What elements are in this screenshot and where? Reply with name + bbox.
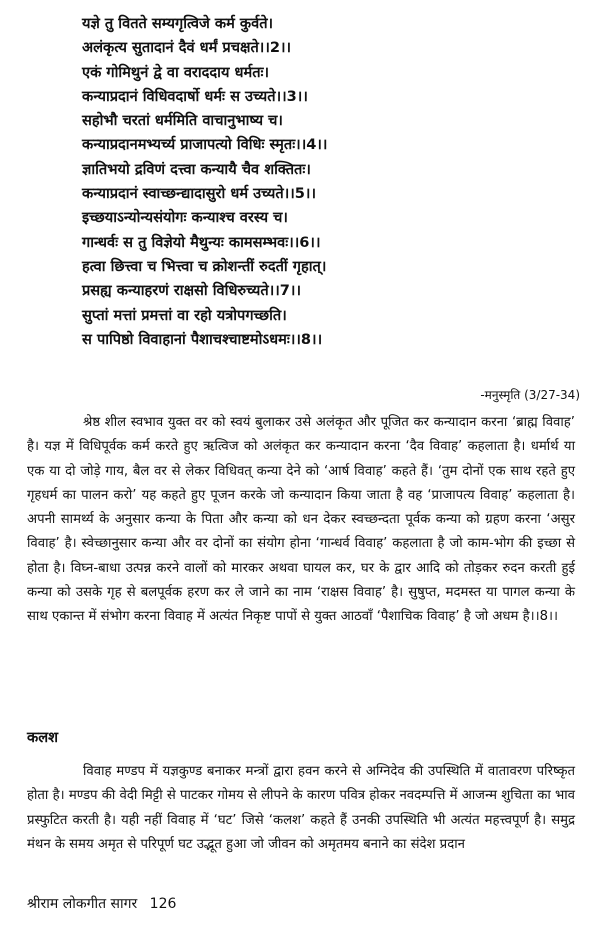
verse-line: प्रसह्य कन्याहरणं राक्षसो विधिरुच्यते।।7।। <box>82 282 301 300</box>
book-title: श्रीराम लोकगीत सागर <box>27 896 138 912</box>
verse-line: सहोभौ चरतां धर्ममिति वाचानुभाष्य च। <box>82 112 283 130</box>
verse-line: कन्याप्रदानमभ्यर्च्य प्राजापत्यो विधिः स्मृतः।।4।। <box>82 136 328 154</box>
verse-line: इच्छयाऽन्योन्यसंयोगः कन्याश्च वरस्य च। <box>82 209 288 227</box>
verse-line: कन्याप्रदानं विधिवदार्षो धर्मः स उच्यते।।3।। <box>82 87 308 105</box>
verse-line: सुप्तां मत्तां प्रमत्तां वा रहो यत्रोपगच्छति। <box>82 306 287 324</box>
verse-line: कन्याप्रदानं स्वाच्छन्द्यादासुरो धर्म उच्यते।।5।। <box>82 185 316 203</box>
verse-line: यज्ञे तु वितते सम्यगृत्विजे कर्म कुर्वते। <box>82 15 274 32</box>
verse-citation: -मनुस्मृति (3/27-34) <box>480 388 580 402</box>
verse-line: गान्धर्वः स तु विज्ञेयो मैथुन्यः कामसम्भवः।।6।। <box>82 233 321 251</box>
verse-line: एकं गोमिथुनं द्वे वा वराददाय धर्मतः। <box>82 63 270 81</box>
paragraph-kalash: विवाह मण्डप में यज्ञकुण्ड बनाकर मन्त्रों द्वारा हवन करने से अग्निदेव की उपस्थिति में वातावरण परिष्कृत होता है। मण्डप की वेदी मिट्टी से पाटकर गोमय से लीपने के कारण पवित्र होकर नवदम्पत्ति में आजन्म शुचिता का भाव प्रस्फुटित करती है। यही नहीं विवाह में ‘घट’ जिसे ‘कलश’ कहते हैं उनकी उपस्थिति भी अत्यंत महत्त्वपूर्ण है। समुद्र मंथन के समय अमृत से परिपूर्ण घट उद्भूत हुआ जो जीवन को अमृतमय बनाने का संदेश प्रदान <box>27 764 575 852</box>
body-text <box>27 411 575 630</box>
verse-block <box>82 12 592 352</box>
body-text-kalash <box>27 760 575 857</box>
verse-line: हत्वा छित्त्वा च भित्त्वा च क्रोशन्तीं रुदतीं गृहात्। <box>82 257 327 275</box>
page-footer <box>27 893 176 915</box>
verse-line: ज्ञातिभयो द्रविणं दत्त्वा कन्यायै चैव शक्तितः। <box>82 160 311 178</box>
verse-line: अलंकृत्य सुतादानं दैवं धर्मं प्रचक्षते।।2।। <box>82 39 292 57</box>
paragraph-marriage-types: श्रेष्ठ शील स्वभाव युक्त वर को स्वयं बुलाकर उसे अलंकृत और पूजित कर कन्यादान करना ‘ब्राह्म विवाह’ है। यज्ञ में विधिपूर्वक कर्म करते हुए ऋत्विज को अलंकृत कर कन्यादान करना ‘दैव विवाह’ कहलाता है। धर्मार्थ या एक या दो जोड़े गाय, बैल वर से लेकर विधिवत् कन्या देने को ‘आर्ष विवाह’ कहते हैं। ‘तुम दोनों एक साथ रहते हुए गृहधर्म का पालन करो’ यह कहते हुए पूजन करके जो कन्यादान किया जाता है वह ‘प्राजापत्य विवाह’ कहलाता है। अपनी सामर्थ्य के अनुसार कन्या के पिता और कन्या को धन देकर स्वच्छन्दता पूर्वक कन्या को ग्रहण करना ‘असुर विवाह’ है। स्वेच्छानुसार कन्या और वर दोनों का संयोग होना ‘गान्धर्व विवाह’ कहलाता है जो काम-भोग की इच्छा से होता है। विघ्न-बाधा उत्पन्न करने वालों को मारकर अथवा घायल कर, घर के द्वार आदि को तोड़कर रुदन करती हुई कन्या को उसके गृह से बलपूर्वक हरण कर ले जाने का नाम ‘राक्षस विवाह’ है। सुषुप्त, मदमस्त या पागल कन्या के साथ एकान्त में संभोग करना विवाह में अत्यंत निकृष्ट पापों से युक्त आठवाँ ‘पैशाचिक विवाह’ है जो अधम है।।8।। <box>27 415 575 625</box>
page-number: 126 <box>149 896 177 912</box>
verse-line: स पापिष्ठो विवाहानां पैशाचश्चाष्टमोऽधमः।।8।। <box>82 330 323 348</box>
section-heading: कलश <box>27 729 59 746</box>
